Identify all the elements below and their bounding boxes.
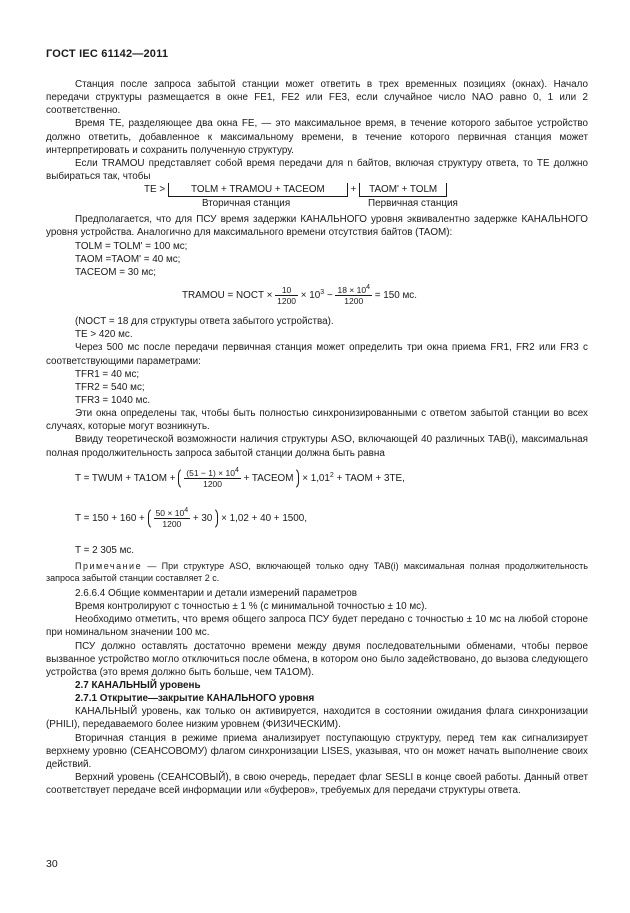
paragraph: КАНАЛЬНЫЙ уровень, как только он активируется, находится в состоянии ожидания флага синхронизации (PHILI), передаваемого более низким уровнем (ФИЗИЧЕСКИМ). xyxy=(46,706,588,731)
paragraph: Время контролируют с точностью ± 1 % (с минимальной точностью ± 10 мс). xyxy=(75,601,428,613)
formula-te-label1: Вторичная станция xyxy=(202,198,291,210)
value-line: TFR1 = 40 мс; xyxy=(75,368,140,380)
paragraph: Время TE, разделяющее два окна FE, — это максимальное время, в течение которого забытое устройство должно ответить, добавленное к максимальному времени, в течение которого первичная станция может интерпретировать и сохранить полученную структуру. xyxy=(46,118,588,156)
note xyxy=(46,560,588,584)
value-line: TFR3 = 1040 мс. xyxy=(75,394,151,406)
value-line: TOLM = TOLM' = 100 мс; xyxy=(75,240,188,252)
paragraph: Через 500 мс после передачи первичная станция может определить три окна приема FR1, FR2 или FR3 с соответствующими параметрами: xyxy=(46,342,588,367)
paragraph: Необходимо отметить, что время общего запроса ПСУ будет передано с точностью ± 10 мс на любой стороне при номинальном значении 100 мс. xyxy=(46,614,588,639)
formula-te-label2: Первичная станция xyxy=(368,198,458,210)
paragraph: Если TRAMOU представляет собой время передачи для n байтов, включая структуру ответа, то TE должно выбираться так, чтобы xyxy=(46,157,588,183)
fraction: $\frac{50 \times 10^4}{1200}$ xyxy=(155,506,189,529)
paragraph: Предполагается, что для ПСУ время задержки КАНАЛЬНОГО уровня эквивалентно задержке КАНАЛЬНОГО уровня устройства. Аналогично для максимального времени отсутствия байтов (TAOM): xyxy=(46,214,588,239)
value-line: TACEOM = 30 мс; xyxy=(75,266,156,278)
page-number: 30 xyxy=(46,858,58,870)
document-body xyxy=(46,78,588,797)
section-heading: 2.7 КАНАЛЬНЫЙ уровень xyxy=(75,680,201,691)
value-line: (NOCT = 18 для структуры ответа забытого устройства). xyxy=(75,316,334,328)
formula-te-bracket2: TAOM' + TOLM xyxy=(359,183,447,197)
formula-tramou: TRAMOU = NOCT × $\frac{10}{1200}$ × $10^3$ − $\frac{18 \times 10^4}{1200}$ = 150 мс. xyxy=(182,284,417,307)
formula-te xyxy=(46,183,588,213)
paragraph: ПСУ должно оставлять достаточно времени между двумя последовательными обменами, чтобы первое вызванное устройство могло отключиться после обмена, в котором оно было задействовано, до вызова следующего устройства (это время должно быть больше, чем TA1OM). xyxy=(46,640,588,678)
bracket: $\frac{(51 - 1) \times 10^4}{1200}$ + TACEOM xyxy=(178,467,299,490)
fraction: $\frac{18 \times 10^4}{1200}$ xyxy=(337,284,370,307)
formula-te-lhs: TE > xyxy=(144,184,166,196)
value-line: TAOM =TAOM' = 40 мс; xyxy=(75,253,181,265)
formula-t2: T = 150 + 160 + $\frac{50 \times 10^4}{1200}$ + 30 × 1,02 + 40 + 1500, xyxy=(75,506,308,529)
fraction: $\frac{10}{1200}$ xyxy=(277,285,297,307)
paragraph: Ввиду теоретической возможности наличия структуры ASO, включающей 40 различных TAB(i), максимальная полная продолжительность запроса забытой станции должна быть равна xyxy=(46,434,588,459)
formula-te-bracket1: TOLM + TRAMOU + TACEOM xyxy=(168,183,348,197)
page-header: ГОСТ IEC 61142—2011 xyxy=(46,48,169,60)
formula-tramou-lhs: TRAMOU = NOCT × xyxy=(182,290,273,302)
value-line: TE > 420 мс. xyxy=(75,329,133,341)
formula-t1: T = TWUM + TA1OM + $\frac{(51 - 1) \times 10^4}{1200}$ + TACEOM × $1,01^2$ + TAOM + 3TE, xyxy=(75,466,405,489)
paragraph: Вторичная станция в режиме приема анализирует поступающую структуру, перед тем как сигнализирует верхнему уровню (СЕАНСОВОМУ) флагом синхронизации LISES, указывая, что он может начать выполнение своих действий. xyxy=(46,732,588,770)
value-line: T = 2 305 мс. xyxy=(75,544,135,556)
value-line: TFR2 = 540 мс; xyxy=(75,381,145,393)
note-text: — При структуре ASO, включающей только одну TAB(i) максимальная полная продолжительность запроса забытой станции составляет 2 с. xyxy=(46,560,588,583)
subsection-heading: 2.7.1 Открытие—закрытие КАНАЛЬНОГО уровня xyxy=(75,693,315,705)
note-label: Примечание xyxy=(75,560,143,571)
paragraph: 2.6.6.4 Общие комментарии и детали измерений параметров xyxy=(75,587,357,599)
paragraph: Станция после запроса забытой станции может ответить в трех временных позициях (окнах). Начало передачи структуры размещается в окне FE1, FE2 или FE3, если случайное число NAO равно 0, 1 или 2 соответственно. xyxy=(46,79,588,117)
paragraph: Эти окна определены так, чтобы быть полностью синхронизированными с ответом забытой станции во всех случаях, которые могут возникнуть. xyxy=(46,408,588,433)
bracket: $\frac{50 \times 10^4}{1200}$ + 30 xyxy=(148,507,219,530)
formula-te-plus: + xyxy=(350,184,357,196)
paragraph: Верхний уровень (СЕАНСОВЫЙ), в свою очередь, передает флаг SESLI в конце своей работы. Данный ответ соответствует передаче всей информации или «буферов», требуемых для передачи структуры ответа. xyxy=(46,772,588,797)
fraction: $\frac{(51 - 1) \times 10^4}{1200}$ xyxy=(186,466,239,489)
